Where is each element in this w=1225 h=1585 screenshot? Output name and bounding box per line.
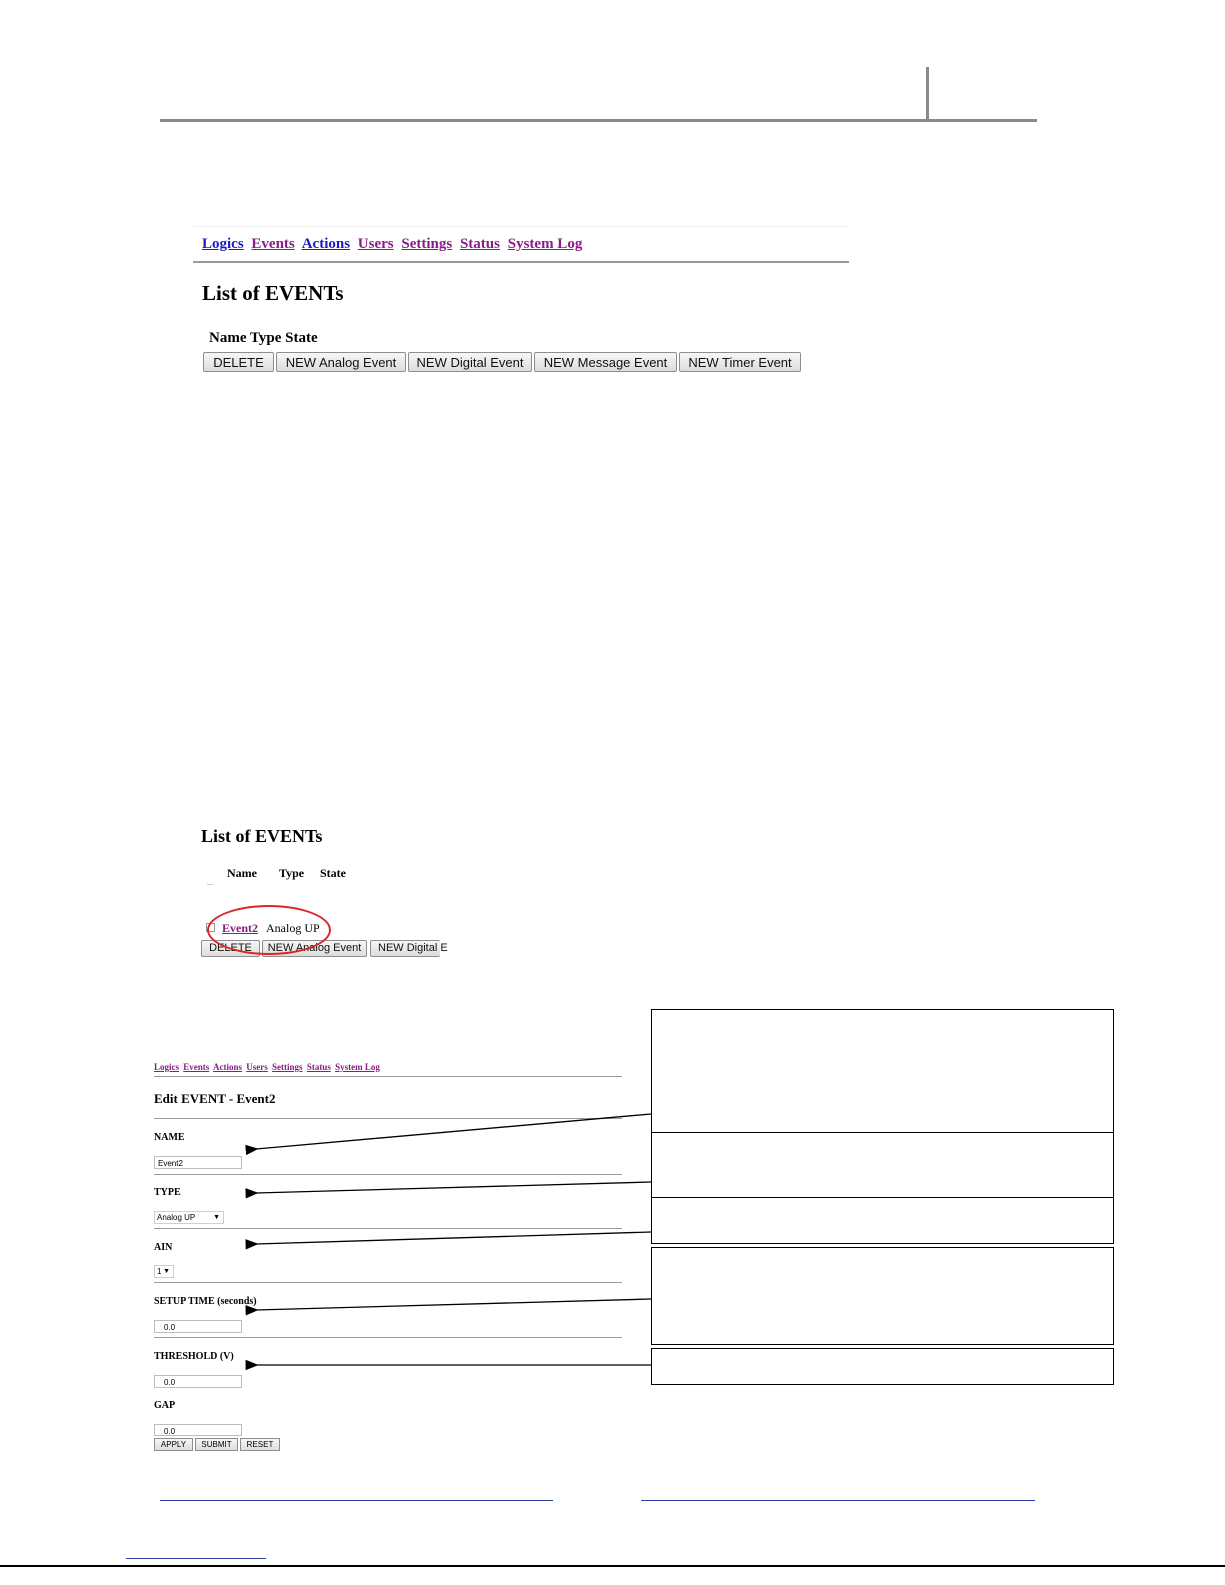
column-state: State [320,866,346,880]
type-label: TYPE [154,1187,181,1198]
delete-button[interactable]: DELETE [203,352,274,372]
nav-link-actions[interactable]: Actions [301,236,351,252]
footer-link-line-right [641,1500,1035,1501]
new-message-event-button[interactable]: NEW Message Event [534,352,677,372]
arrow-type [256,1182,651,1193]
event-type-cell: Analog UP [266,921,320,935]
edit-event-title: Edit EVENT - Event2 [154,1091,276,1106]
type-select-value: Analog UP [157,1213,196,1222]
nav-link-settings-3[interactable]: Settings [272,1062,303,1072]
nav-link-events-3[interactable]: Events [183,1062,210,1072]
delete-button-2[interactable]: DELETE [201,940,260,957]
ain-label: AIN [154,1242,173,1253]
new-timer-event-button[interactable]: NEW Timer Event [679,352,801,372]
event-name-link[interactable]: Event2 [222,921,258,935]
nav-link-system-log-3[interactable]: System Log [335,1062,380,1072]
arrow-name [256,1114,651,1149]
column-name: Name [227,866,257,880]
ain-select-value: 1 [157,1267,162,1276]
threshold-input[interactable]: 0.0 [154,1375,242,1388]
nav-link-status[interactable]: Status [459,236,500,252]
gap-label: GAP [154,1400,176,1411]
apply-button[interactable]: APPLY [154,1438,193,1451]
gap-input[interactable]: 0.0 [154,1424,242,1436]
setup-time-label: SETUP TIME (seconds) [154,1296,257,1307]
column-type: Type [279,866,305,880]
nav-link-users-3[interactable]: Users [246,1062,268,1072]
nav-link-system-log[interactable]: System Log [507,236,583,252]
nav-link-events[interactable]: Events [251,236,295,252]
new-digital-event-button[interactable]: NEW Digital Event [408,352,532,372]
new-analog-event-button[interactable]: NEW Analog Event [276,352,406,372]
nav-link-actions-3[interactable]: Actions [213,1062,243,1072]
page-title-2: List of EVENTs [201,826,323,846]
chevron-down-icon: ▼ [213,1214,220,1221]
nav-link-logics[interactable]: Logics [202,236,244,252]
page-title: List of EVENTs [202,281,344,305]
threshold-label: THRESHOLD (V) [154,1351,234,1362]
name-label: NAME [154,1132,185,1143]
table-header: Name Type State [209,330,318,346]
reset-button[interactable]: RESET [240,1438,280,1451]
arrow-ain [256,1232,651,1244]
page-bottom-rule [0,1565,1225,1567]
nav-link-status-3[interactable]: Status [306,1062,331,1072]
nav-link-settings[interactable]: Settings [401,236,453,252]
submit-button[interactable]: SUBMIT [195,1438,238,1451]
name-input[interactable]: Event2 [154,1156,242,1169]
nav-link-users[interactable]: Users [357,236,394,252]
nav-link-logics-3[interactable]: Logics [154,1062,180,1072]
new-analog-event-button-2[interactable]: NEW Analog Event [262,940,367,957]
arrow-setup-time [256,1299,651,1310]
setup-time-input[interactable]: 0.0 [154,1320,242,1333]
new-digital-event-button-2[interactable]: NEW Digital E [370,940,440,957]
chevron-down-icon: ▼ [163,1268,170,1275]
footer-page-link-line [126,1558,266,1559]
footer-link-line-left [160,1500,553,1501]
